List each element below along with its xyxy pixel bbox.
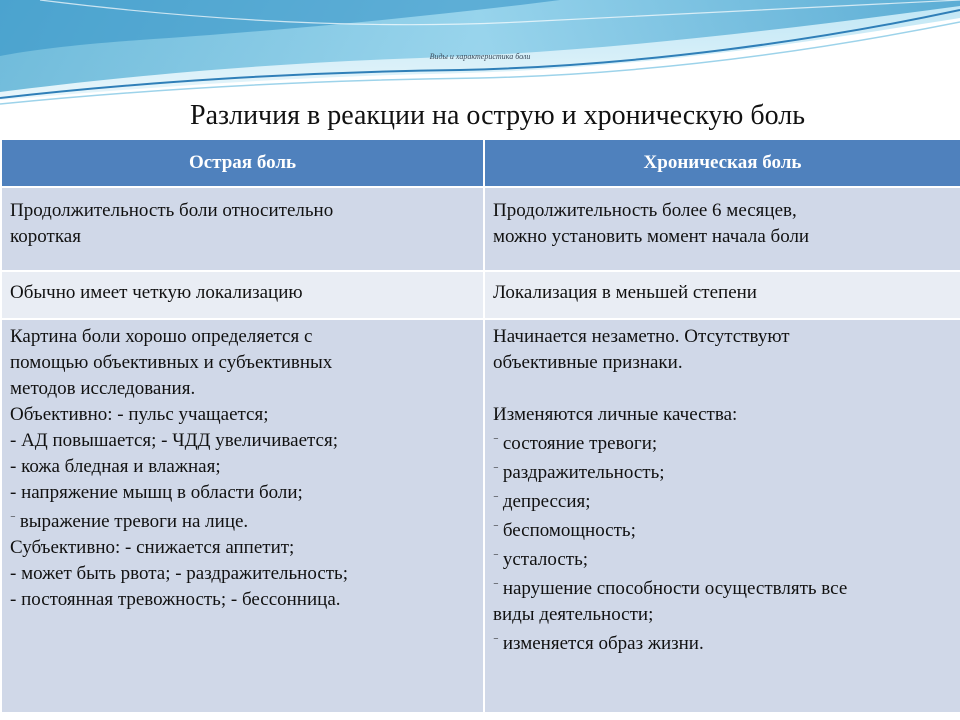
- bullet-line: [493, 628, 952, 657]
- text-line: методов исследования.: [10, 378, 196, 399]
- text-line: Картина боли хорошо определяется с: [10, 326, 313, 347]
- bullet-icon: ⁻: [493, 435, 499, 447]
- bullet-line: [493, 573, 952, 602]
- text-line: - АД повышается; - ЧДД увеличивается;: [10, 430, 338, 451]
- comparison-table: [0, 140, 960, 714]
- cell-chronic-symptoms: [484, 319, 960, 713]
- cell-chronic-localization: [484, 271, 960, 319]
- text-line: виды деятельности;: [493, 604, 654, 625]
- bullet-icon: ⁻: [493, 551, 499, 563]
- text-line: - кожа бледная и влажная;: [10, 456, 221, 477]
- bullet-text: усталость;: [502, 549, 589, 570]
- table-row-symptoms: [1, 319, 960, 713]
- text-line: Объективно: - пульс учащается;: [10, 404, 269, 425]
- page-title: Различия в реакции на острую и хроническую боль: [190, 100, 805, 131]
- text-line: Субъективно: - снижается аппетит;: [10, 537, 295, 558]
- text-line: Локализация в меньшей степени: [493, 282, 757, 303]
- bullet-line: [493, 457, 952, 486]
- bullet-icon: ⁻: [493, 635, 499, 647]
- table-header-row: [1, 140, 960, 187]
- bullet-icon: ⁻: [493, 580, 499, 592]
- text-line: - напряжение мышц в области боли;: [10, 482, 303, 503]
- bullet-icon: ⁻: [493, 493, 499, 505]
- bullet-text: нарушение способности осуществлять все: [502, 578, 848, 599]
- header-acute-pain: Острая боль: [1, 140, 484, 187]
- bullet-text: раздражительность;: [502, 462, 665, 483]
- text-line: Изменяются личные качества:: [493, 404, 738, 425]
- bullet-line: [493, 544, 952, 573]
- text-line: Продолжительность боли относительно: [10, 200, 334, 221]
- text-line: объективные признаки.: [493, 352, 683, 373]
- slide-subtitle: Виды и характеристика боли: [429, 52, 531, 61]
- cell-chronic-duration: [484, 187, 960, 271]
- cell-acute-localization: [1, 271, 484, 319]
- bullet-text: изменяется образ жизни.: [502, 633, 704, 654]
- text-line: - постоянная тревожность; - бессонница.: [10, 589, 341, 610]
- bullet-line: [493, 515, 952, 544]
- text-line: Обычно имеет четкую локализацию: [10, 282, 303, 303]
- bullet-text: выражение тревоги на лице.: [19, 511, 249, 532]
- bullet-line: [493, 428, 952, 457]
- text-line: - может быть рвота; - раздражительность;: [10, 563, 349, 584]
- spacer: [493, 376, 952, 402]
- bullet-text: беспомощность;: [502, 520, 636, 541]
- text-line: можно установить момент начала боли: [493, 226, 810, 247]
- table-row-localization: [1, 271, 960, 319]
- bullet-line: [493, 486, 952, 515]
- header-chronic-pain: Хроническая боль: [484, 140, 960, 187]
- cell-acute-duration: [1, 187, 484, 271]
- bullet-icon: ⁻: [10, 513, 16, 525]
- bullet-line: [10, 506, 475, 535]
- text-line: помощью объективных и субъективных: [10, 352, 333, 373]
- text-line: Начинается незаметно. Отсутствуют: [493, 326, 790, 347]
- text-line: Продолжительность более 6 месяцев,: [493, 200, 797, 221]
- bullet-text: депрессия;: [502, 491, 591, 512]
- bullet-icon: ⁻: [493, 464, 499, 476]
- text-line: короткая: [10, 226, 81, 247]
- table-row-duration: [1, 187, 960, 271]
- bullet-icon: ⁻: [493, 522, 499, 534]
- bullet-text: состояние тревоги;: [502, 433, 658, 454]
- cell-acute-symptoms: [1, 319, 484, 713]
